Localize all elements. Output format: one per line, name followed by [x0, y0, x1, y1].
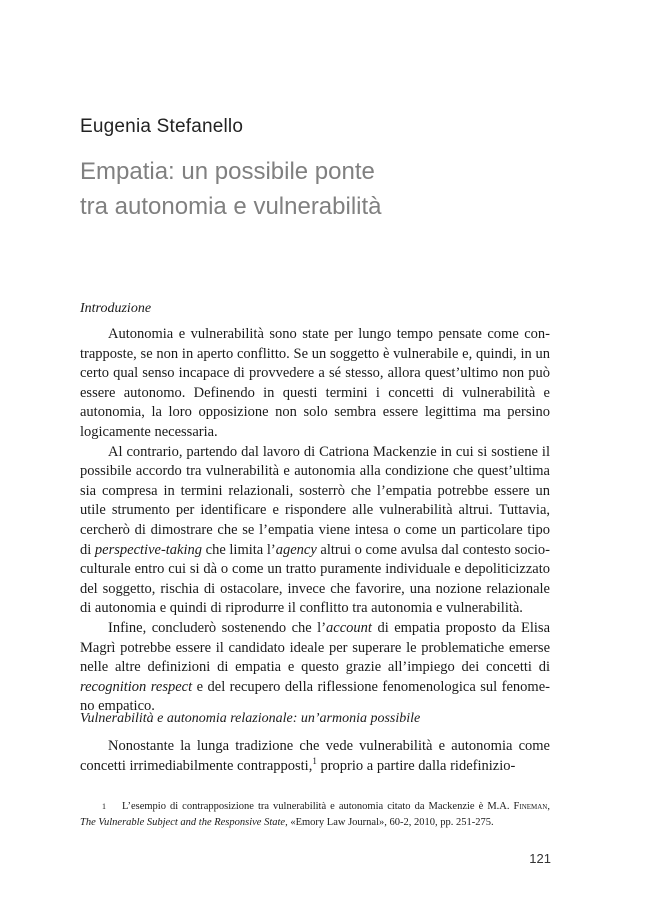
- text-run: Nonostante la lunga tradizione che vede vulnerabilità e autonomia come concetti irrimediabilmente contrapposti,: [80, 738, 550, 774]
- paragraph: Autonomia e vulnerabilità sono state per lungo tempo pensate come contrapposte, se non in aperto conflitto. Se un soggetto è vulnerabile e, quindi, in un certo qual senso incapace di provvedere a sé stesso, allora quest’ultimo non può essere autonomo. Definendo in questi termini i concetti di vulnerabilità e autonomia, la loro opposizione non solo sembra essere legittima ma persino logicamente necessaria.: [80, 326, 550, 440]
- emphasis: perspective-taking: [94, 541, 203, 558]
- footnote-number: 1: [102, 802, 106, 811]
- section-heading-vulnerabilita: Vulnerabilità e autonomia relazionale: un’armonia possibile: [80, 711, 421, 726]
- text-run: e del recupero della riflessione fenomenologica sul fenomeno empatico.: [80, 678, 550, 715]
- section-two-body: [80, 737, 550, 776]
- paragraph: [80, 443, 550, 619]
- introduction-body: [80, 325, 550, 717]
- text-run: di empatia proposto da Elisa Magrì potrebbe essere il candidato ideale per superare le problematiche emerse nelle altre definizioni di empatia e questo grazie all’impiego dei concetti di: [80, 619, 551, 676]
- text-run: altrui o come avulsa dal contesto socio-culturale entro cui si dà o come un tratto puramente individuale e depoliticizzato del soggetto, rischia di ostacolare, invece che favorire, una nozione relazionale di autonomia e quindi di riprodurre il conflitto tra autonomia e vulnerabilità.: [80, 541, 551, 617]
- article-title-line-2: tra autonomia e vulnerabilità: [80, 193, 382, 220]
- text-run: Infine, concluderò sostenendo che l’: [108, 619, 327, 636]
- text-run: L’esempio di contrapposizione tra vulnerabilità e autonomia citato da Mackenzie è M.A.: [122, 801, 514, 812]
- page-number: 121: [529, 851, 551, 866]
- footnote-author: Fineman: [513, 801, 548, 812]
- text-run: che limita l’: [202, 541, 276, 558]
- text-run: ,: [547, 801, 550, 812]
- footnote-reference[interactable]: 1: [312, 755, 317, 766]
- emphasis: account: [326, 619, 372, 636]
- paragraph: [80, 619, 550, 717]
- emphasis: recognition respect: [80, 678, 193, 695]
- text-run: , «Emory Law Journal», 60-2, 2010, pp. 251-275.: [285, 817, 494, 828]
- text-run: proprio a partire dalla ridefinizio-: [316, 757, 516, 774]
- text-run: Al contrario, partendo dal lavoro di Catriona Mackenzie in cui si sostiene il possibile accordo tra vulnerabilità e autonomia alla condizione che quest’ultima sia compresa in termini relazionali, sosterrò che l’empatia potrebbe essere un utile strumento per identificare e rispondere alle vulnerabilità altrui. Tuttavia, cercherò di dimostrare che se l’empatia viene intesa o come un particolare tipo di: [80, 443, 550, 558]
- article-title-line-1: Empatia: un possibile ponte: [80, 158, 375, 185]
- section-heading-introduzione: Introduzione: [80, 301, 152, 316]
- footnote: [80, 799, 550, 831]
- author-name: Eugenia Stefanello: [80, 116, 244, 137]
- emphasis: agency: [275, 541, 317, 558]
- paragraph: [80, 737, 550, 776]
- footnote-book-title: The Vulnerable Subject and the Responsive State: [80, 817, 286, 828]
- article-title: [80, 154, 382, 224]
